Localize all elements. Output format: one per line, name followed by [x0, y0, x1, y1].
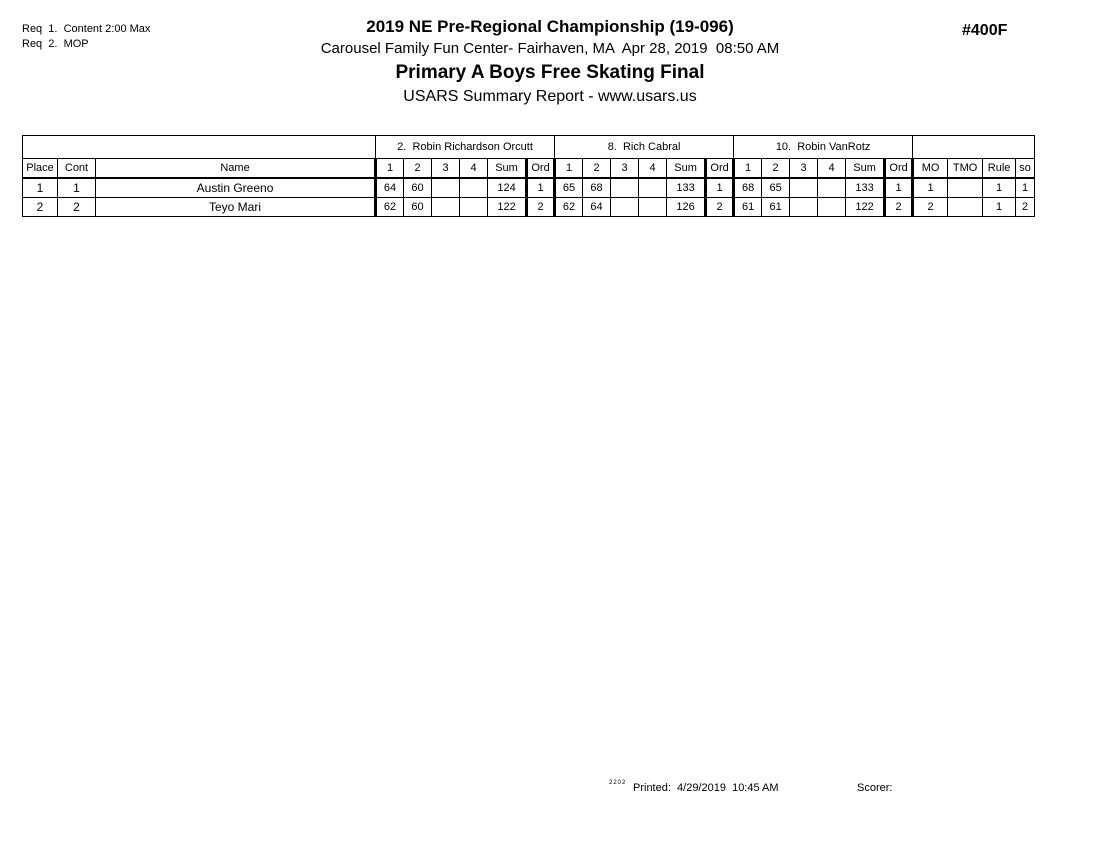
j2-ord: 1 [706, 178, 734, 198]
j2-sum: 126 [667, 198, 706, 217]
col-header-j3-score1: 1 [734, 159, 762, 179]
col-header-j1-ord: Ord [527, 159, 555, 179]
col-header-cont: Cont [58, 159, 96, 179]
col-header-j3-score4: 4 [818, 159, 846, 179]
j2-sum: 133 [667, 178, 706, 198]
version-stamp: 2202 [609, 780, 627, 786]
col-header-j2-score1: 1 [555, 159, 583, 179]
j3-score4 [818, 198, 846, 217]
mo-cell: 1 [913, 178, 948, 198]
col-header-j2-ord: Ord [706, 159, 734, 179]
cont-cell: 1 [58, 178, 96, 198]
j2-score3 [611, 198, 639, 217]
judge-row-spacer-left [23, 136, 376, 159]
col-header-place: Place [23, 159, 58, 179]
req-note-2: Req 2. MOP [22, 38, 89, 50]
col-header-j1-score2: 2 [404, 159, 432, 179]
judge-1-name: 2. Robin Richardson Orcutt [376, 136, 555, 159]
judge-header-row [23, 136, 1035, 159]
col-header-j3-ord: Ord [885, 159, 913, 179]
j1-score1: 64 [376, 178, 404, 198]
col-header-j2-score3: 3 [611, 159, 639, 179]
j2-score1: 65 [555, 178, 583, 198]
j2-ord: 2 [706, 198, 734, 217]
rule-cell: 1 [983, 178, 1016, 198]
col-header-j1-sum: Sum [488, 159, 527, 179]
judge-2-name: 8. Rich Cabral [555, 136, 734, 159]
page-footer [0, 779, 1100, 799]
j1-score4 [460, 198, 488, 217]
j2-score2: 64 [583, 198, 611, 217]
j3-ord: 2 [885, 198, 913, 217]
j1-score1: 62 [376, 198, 404, 217]
mo-cell: 2 [913, 198, 948, 217]
j2-score3 [611, 178, 639, 198]
cont-cell: 2 [58, 198, 96, 217]
j1-score3 [432, 198, 460, 217]
skater-name: Teyo Mari [96, 198, 376, 217]
j3-score2: 65 [762, 178, 790, 198]
j3-score2: 61 [762, 198, 790, 217]
event-title: Primary A Boys Free Skating Final [395, 62, 705, 83]
j1-score4 [460, 178, 488, 198]
championship-title: 2019 NE Pre-Regional Championship (19-096) [366, 17, 734, 36]
j1-score2: 60 [404, 178, 432, 198]
tmo-cell [948, 198, 983, 217]
j3-score3 [790, 178, 818, 198]
j1-ord: 1 [527, 178, 555, 198]
j3-score4 [818, 178, 846, 198]
place-cell: 1 [23, 178, 58, 198]
j3-score1: 61 [734, 198, 762, 217]
j3-ord: 1 [885, 178, 913, 198]
printed-timestamp: Printed: 4/29/2019 10:45 AM [633, 782, 779, 794]
results-table [22, 135, 1035, 217]
col-header-name: Name [96, 159, 376, 179]
req-note-1: Req 1. Content 2:00 Max [22, 23, 151, 35]
so-cell: 2 [1016, 198, 1035, 217]
j1-score3 [432, 178, 460, 198]
col-header-j1-score1: 1 [376, 159, 404, 179]
scorer-label: Scorer: [857, 782, 893, 794]
judge-3-name: 10. Robin VanRotz [734, 136, 913, 159]
so-cell: 1 [1016, 178, 1035, 198]
skater-name: Austin Greeno [96, 178, 376, 198]
event-number: #400F [962, 22, 1008, 39]
j1-ord: 2 [527, 198, 555, 217]
col-header-so: so [1016, 159, 1035, 179]
place-cell: 2 [23, 198, 58, 217]
j2-score4 [639, 198, 667, 217]
j2-score2: 68 [583, 178, 611, 198]
table-row-1 [23, 178, 1035, 198]
j1-sum: 122 [488, 198, 527, 217]
j2-score4 [639, 178, 667, 198]
j2-score1: 62 [555, 198, 583, 217]
column-header-row [23, 159, 1035, 179]
j1-sum: 124 [488, 178, 527, 198]
report-type: USARS Summary Report - www.usars.us [403, 88, 697, 105]
rule-cell: 1 [983, 198, 1016, 217]
j3-score1: 68 [734, 178, 762, 198]
col-header-rule: Rule [983, 159, 1016, 179]
col-header-tmo: TMO [948, 159, 983, 179]
tmo-cell [948, 178, 983, 198]
j3-sum: 133 [846, 178, 885, 198]
j3-score3 [790, 198, 818, 217]
table-row-2 [23, 198, 1035, 217]
venue-date-line: Carousel Family Fun Center- Fairhaven, MA Apr 28, 2019 08:50 AM [320, 40, 780, 57]
col-header-j2-score2: 2 [583, 159, 611, 179]
col-header-j1-score4: 4 [460, 159, 488, 179]
col-header-j2-score4: 4 [639, 159, 667, 179]
col-header-j1-score3: 3 [432, 159, 460, 179]
col-header-mo: MO [913, 159, 948, 179]
j1-score2: 60 [404, 198, 432, 217]
title-block [0, 16, 1100, 108]
col-header-j3-score2: 2 [762, 159, 790, 179]
col-header-j3-sum: Sum [846, 159, 885, 179]
j3-sum: 122 [846, 198, 885, 217]
col-header-j2-sum: Sum [667, 159, 706, 179]
col-header-j3-score3: 3 [790, 159, 818, 179]
judge-row-spacer-right [913, 136, 1035, 159]
